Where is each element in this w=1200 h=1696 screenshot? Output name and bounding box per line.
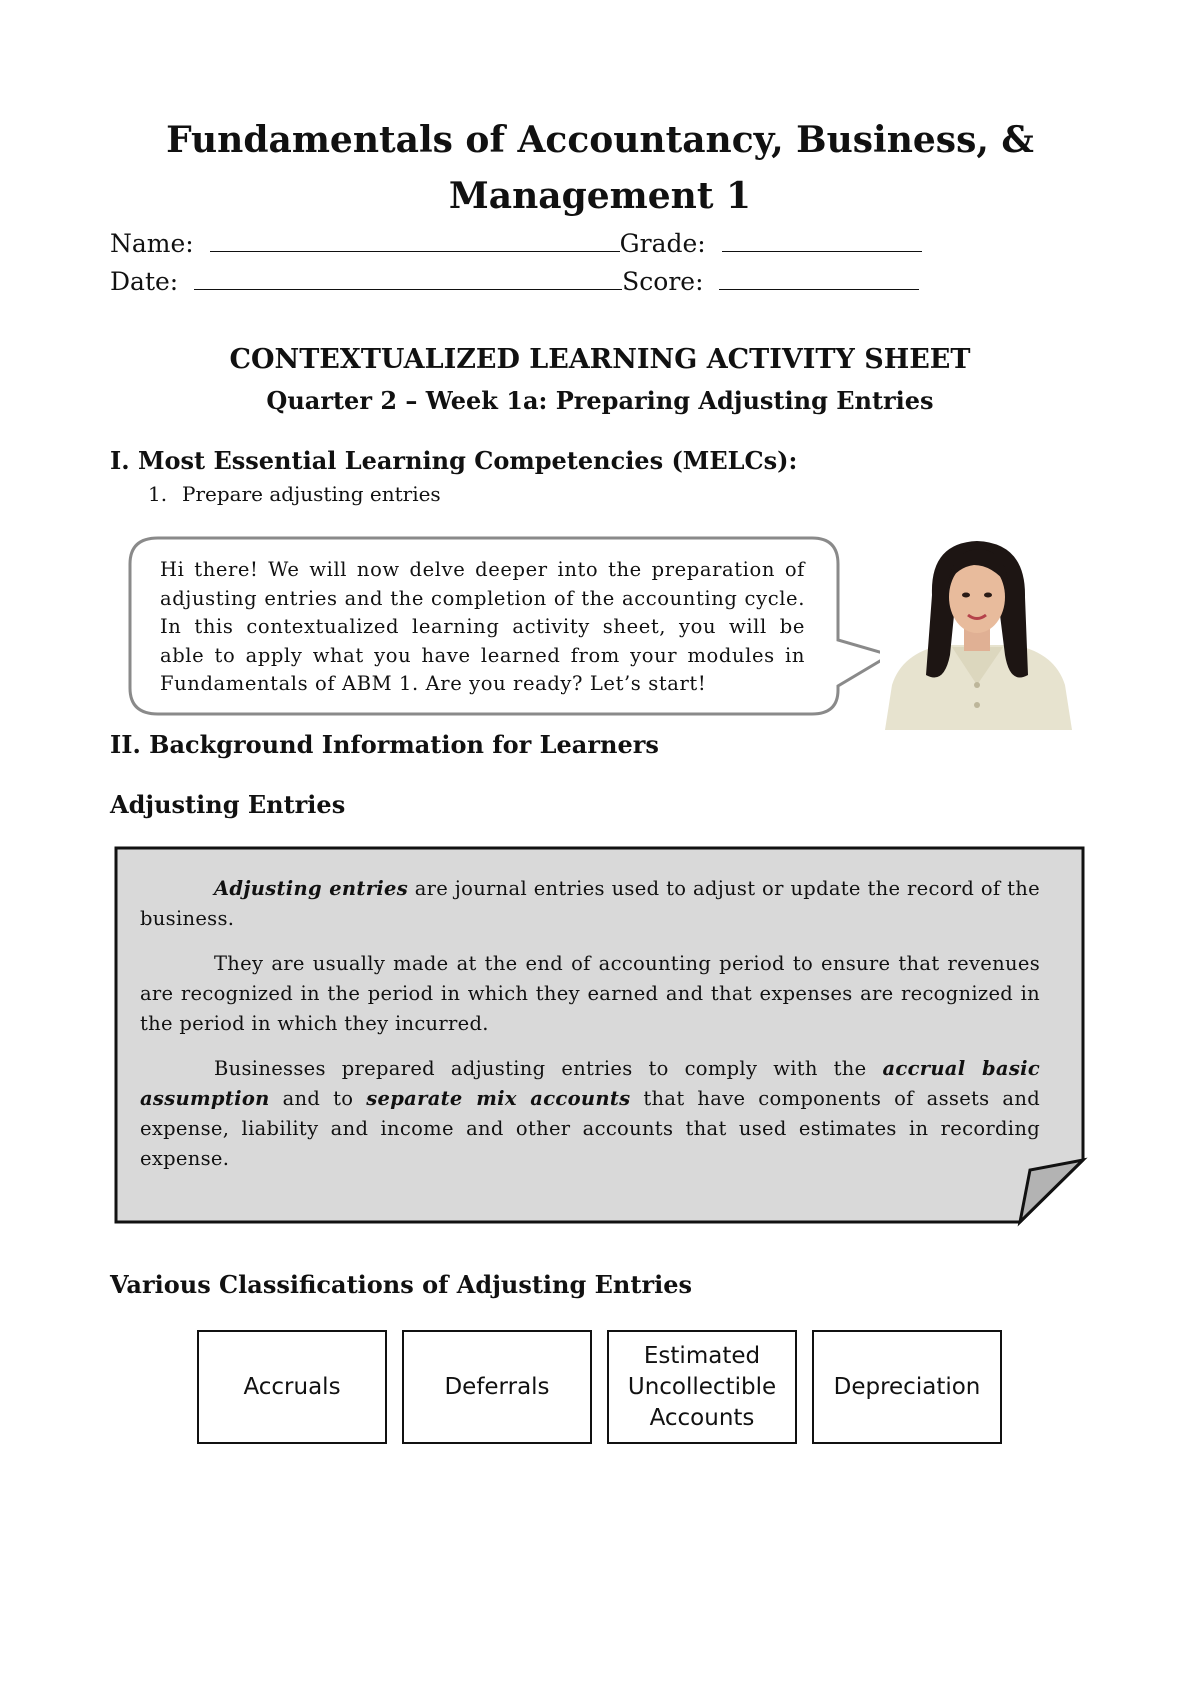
name-label: Name: [110,229,194,258]
term-separate-mix-accounts: separate mix accounts [366,1087,631,1110]
adjusting-entries-heading: Adjusting Entries [110,790,346,819]
page-title-line-2: Management 1 [448,175,752,217]
classification-box-accruals: Accruals [197,1330,387,1444]
speech-bubble-text: Hi there! We will now delve deeper into the preparation of adjusting entries and the completion of the accounting cycle. In this contextualized learning activity sheet, you will be able to apply what you have learned from your modules in Fundamentals of ABM 1. Are you ready? Let’s start! [160,558,805,695]
list-item-number: 1. [148,482,168,506]
term-adjusting-entries: Adjusting entries [214,877,408,900]
classifications-heading: Various Classifications of Adjusting Entries [110,1270,692,1299]
callout-paragraph-3: Businesses prepared adjusting entries to comply with the accrual basic assumption and to separate mix accounts that have components of assets and expense, liability and income and other accounts that used estimates in recording expense. [140,1057,1041,1170]
classification-box-deferrals: Deferrals [402,1330,592,1444]
score-label: Score: [622,267,704,296]
callout-text [140,874,1040,1174]
sheet-title: CONTEXTUALIZED LEARNING ACTIVITY SHEET [229,344,971,375]
date-label: Date: [110,267,179,296]
classification-box-estimated-uncollectible-accounts: Estimated Uncollectible Accounts [607,1330,797,1444]
grade-label: Grade: [619,229,706,258]
list-item-text: Prepare adjusting entries [182,482,441,506]
sheet-subtitle: Quarter 2 – Week 1a: Preparing Adjusting Entries [266,386,934,415]
callout-paragraph-2: They are usually made at the end of accounting period to ensure that revenues are recognized in the period in which they earned and that expenses are recognized in the period in which they incurred. [140,952,1040,1035]
classification-box-depreciation: Depreciation [812,1330,1002,1444]
page-title-line-1: Fundamentals of Accountancy, Business, & [166,119,1034,161]
callout-paragraph-1: Adjusting entries are journal entries used to adjust or update the record of the business. [140,877,1040,930]
section-2-heading: II. Background Information for Learners [110,730,659,759]
section-1-heading: I. Most Essential Learning Competencies (MELCs): [110,446,798,475]
term-accrual-basic-assumption: accrual basic assumption [140,1057,1041,1110]
